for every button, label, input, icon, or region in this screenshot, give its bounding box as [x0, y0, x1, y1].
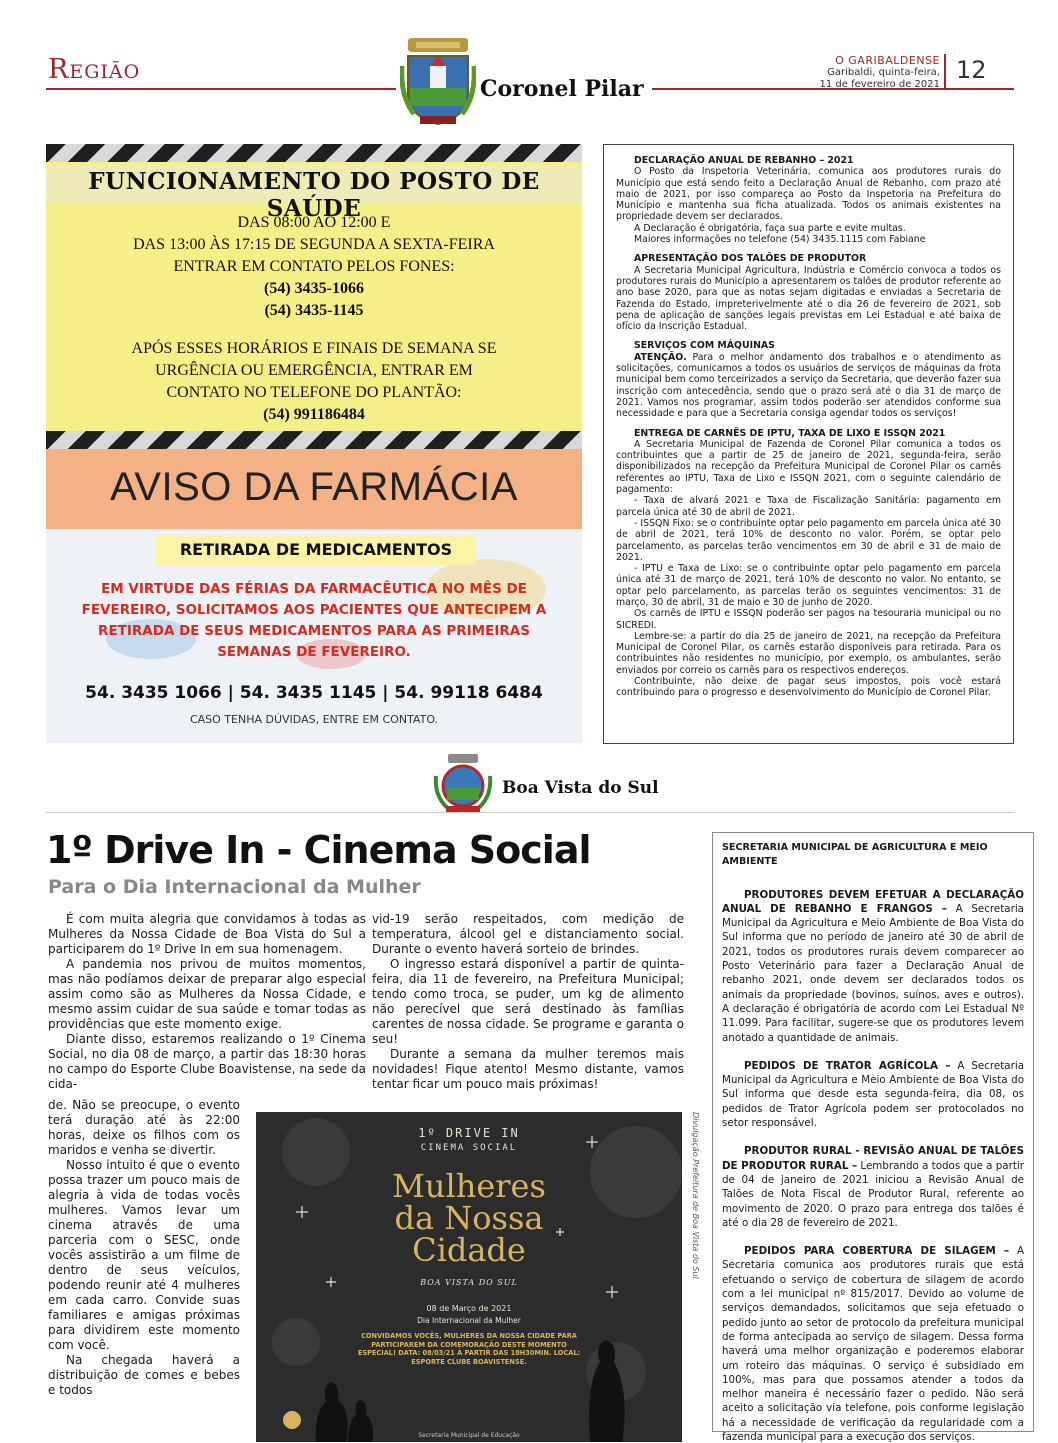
notice-heading: ENTREGA DE CARNÊS DE IPTU, TAXA DE LIXO E ISSQN 2021	[634, 427, 946, 439]
agriculture-paragraph	[722, 888, 1024, 1045]
section-rule	[46, 812, 1014, 813]
notice-paragraph: Contribuinte, não deixe de pagar seus impostos, pois você estará contribuindo para o progresso e desenvolvimento do Município de Coronel Pilar.	[616, 676, 1001, 699]
poster-headline-line: Cidade	[412, 1231, 526, 1269]
article-headline: 1º Drive In - Cinema Social	[46, 828, 591, 872]
farmacia-notice	[46, 449, 582, 743]
poster-date: 08 de Março de 2021	[426, 1304, 512, 1313]
posto-line: URGÊNCIA OU EMERGÊNCIA, ENTRAR EM	[155, 362, 473, 379]
poster-day: Dia Internacional da Mulher	[417, 1316, 521, 1325]
notice-paragraph: A Secretaria Municipal de Fazenda de Coronel Pilar comunica a todos os contribuintes que a partir de 25 de janeiro de 2021, segunda-feira, serão disponibilizados na recepção da Prefeitura Municipal de Coronel Pilar os carnês referentes ao IPTU, Taxa de Lixo e ISSQN 2021, com o seguinte calendário de pagamento:	[616, 438, 1001, 496]
hazard-stripes-top	[46, 144, 582, 162]
boa-vista-do-sul-title: Boa Vista do Sul	[502, 778, 659, 798]
posto-title: FUNCIONAMENTO DO POSTO DE SAÚDE	[88, 168, 540, 222]
posto-line: ENTRAR EM CONTATO PELOS FONES:	[173, 258, 455, 275]
agriculture-paragraph	[722, 1144, 1024, 1230]
farmacia-body: EM VIRTUDE DAS FÉRIAS DA FARMACÊUTICA NO MÊS DE FEVEREIRO, SOLICITAMOS AOS PACIENTES QUE ANTECIPEM A RETIRADA DE SEUS MEDICAMENTOS PARA AS PRIMEIRAS SEMANAS DE FEVEREIRO.	[81, 581, 547, 660]
article-column-1	[48, 912, 366, 1092]
agriculture-paragraph	[722, 1059, 1024, 1130]
article-subhead: Para o Dia Internacional da Mulher	[48, 876, 421, 898]
article-paragraph: O ingresso estará disponível a partir de quinta-feira, dia 11 de fevereiro, na Prefeitura Municipal; tendo como troca, se puder, um kg de alimento não perecível que será destinado às famílias carentes de nossa cidade. Se programe e garanta o seu!	[372, 957, 684, 1046]
newspaper-name: O GARIBALDENSE	[835, 54, 940, 67]
farmacia-subtitle: RETIRADA DE MEDICAMENTOS	[156, 535, 476, 565]
article-paragraph: Diante disso, estaremos realizando o 1º Cinema Social, no dia 08 de março, a partir das 18:30 horas no campo do Esporte Clube Boavistense, na sede da cida-	[48, 1032, 366, 1091]
notice-paragraph: A Declaração é obrigatória, faça sua parte e evite multas.	[634, 222, 906, 234]
notice-paragraph	[616, 352, 1001, 420]
agriculture-text: A Secretaria Municipal da Agricultura e Meio Ambiente de Boa Vista do Sul informa que no período de janeiro até 30 de abril de 2021, todos os produtores rurais devem comparecer ao Posto Veterinário para fazer a Declaração Anual de rebanho 2021, onde devem ser declarados todos os animais da propriedade (bovinos, suínos, aves e outros). A declaração é obrigatória de acordo com Lei Estadual Nº 11.099. Para facilitar, sugere-se que os produtores levem anotado a quantidade de animais.	[722, 902, 1024, 1044]
page-number-separator	[944, 54, 946, 90]
posto-line: DAS 08:00 AO 12:00 E	[237, 214, 391, 231]
posto-line: DAS 13:00 ÀS 17:15 DE SEGUNDA A SEXTA-FEIRA	[133, 236, 495, 253]
coronel-pilar-crest-icon	[400, 36, 476, 128]
posto-saude-notice	[46, 144, 582, 449]
posto-line: CONTATO NO TELEFONE DO PLANTÃO:	[166, 384, 462, 401]
poster-credit-text: Divulgação Prefeitura de Boa Vista do Sul	[691, 1112, 700, 1279]
newspaper-date: 11 de fevereiro de 2021	[819, 79, 940, 90]
article-column-1-continued	[48, 1098, 240, 1398]
event-poster	[256, 1112, 682, 1442]
agriculture-box-title: SECRETARIA MUNICIPAL DE AGRICULTURA E MEIO AMBIENTE	[722, 842, 988, 868]
posto-phone: (54) 3435-1066	[264, 280, 364, 297]
notice-paragraph: Lembre-se: a partir do dia 25 de janeiro de 2021, na recepção da Prefeitura Municipal de Coronel Pilar, os carnês estarão disponíveis para retirada. Para os contribuintes não residentes no município, por exemplo, os ambulantes, serão enviados por correio os carnês para os respectivos endereços.	[616, 630, 1001, 676]
article-paragraph: A pandemia nos privou de muitos momentos, mas não podíamos deixar de preparar algo especial assim como são as Mulheres da Nossa Cidade, e mesmo assim cuidar de sua saúde e tomar todas as providências que este momento exige.	[48, 957, 366, 1031]
agriculture-text: A Secretaria Municipal da Agricultura e Meio Ambiente de Boa Vista do Sul informa que desde esta segunda-feira, dia 08, os pedidos de Trator Agrícola podem ser protocolados no setor responsável.	[722, 1059, 1025, 1130]
hazard-stripes-bottom	[46, 431, 582, 449]
page-number: 12	[956, 56, 987, 84]
farmacia-note: CASO TENHA DÚVIDAS, ENTRE EM CONTATO.	[189, 713, 439, 726]
poster-headline	[256, 1167, 682, 1269]
coronel-pilar-notices	[603, 144, 1014, 744]
agriculture-notices-box	[712, 832, 1034, 1443]
posto-phone: (54) 3435-1145	[264, 302, 364, 319]
notice-paragraph: - Taxa de alvará 2021 e Taxa de Fiscalização Sanitária: pagamento em parcela única até 30 de abril de 2021.	[616, 495, 1001, 518]
article-paragraph: É com muita alegria que convidamos à todas as Mulheres da Nossa Cidade de Boa Vista do Sul a participarem do 1º Drive In em sua homenagem.	[48, 912, 366, 956]
notice-heading: APRESENTAÇÃO DOS TALÕES DE PRODUTOR	[634, 253, 867, 265]
boa-vista-do-sul-crest-icon	[432, 752, 494, 814]
article-column-2	[372, 912, 684, 1092]
farmacia-title: AVISO DA FARMÁCIA	[110, 465, 518, 509]
notice-paragraph: - ISSQN Fixo: se o contribuinte optar pelo pagamento em parcela única até 30 de abril de 2021, terá 10% de desconto no valor. Porém, se optar pelo parcelamento, as parcelas terão vencimentos em 30 de abril e 31 de maio de 2021.	[616, 517, 1001, 563]
newspaper-city-line: Garibaldi, quinta-feira,	[827, 67, 940, 78]
article-paragraph: Nosso intuito é que o evento possa trazer um pouco mais de alegria à vida de todas vocês mulheres. Vamos levar um cinema através de uma parceria com o SESC, onde vocês assistirão a um filme de dentro de seus veículos, podendo reunir até 4 mulheres em cada carro. Convide suas familiares e amigas próximas para dividirem este momento com você.	[48, 1158, 240, 1352]
header-rule-left	[46, 88, 396, 90]
posto-line: APÓS ESSES HORÁRIOS E FINAIS DE SEMANA SE	[131, 340, 497, 357]
notice-emphasis: ATENÇÃO.	[634, 351, 687, 363]
posto-body	[46, 212, 582, 426]
agriculture-text: A Secretaria comunica aos produtores rurais que está efetuando o serviço de cobertura de silagem de acordo com a lei municipal nº 815/2017. Devido ao volume de serviços demandados, solicitamos que seja efetuado o pedido junto ao setor de protocolo da prefeitura municipal de forma antecipada ao serviço de silagem. Dessa forma haverá uma melhor organização e poderemos elaborar um roteiro das máquinas. O serviço é subsidiado em 100%, mas para que possamos atender a todos da melhor maneira é necessário fazer o pedido. Não será aceito a solicitação via telefone, pois conforme legislação há a necessidade de verificação da regularidade com a fazenda municipal para a execução dos serviços.	[722, 1245, 1024, 1443]
poster-credit	[688, 1112, 700, 1412]
poster-place: BOA VISTA DO SUL	[420, 1278, 518, 1287]
poster-invite: CONVIDAMOS VOCÊS, MULHERES DA NOSSA CIDADE PARA PARTICIPAREM DA COMEMORAÇÃO DESTE MOMENTO ESPECIAL! DATA: 08/03/21 À PARTIR DAS 18H30MIN. LOCAL: ESPORTE CLUBE BOAVISTENSE.	[357, 1332, 581, 1366]
article-paragraph: Durante a semana da mulher teremos mais novidades! Fique atento! Mesmo distante, vamos tentar ficar um pouco mais próximas!	[372, 1047, 684, 1091]
farmacia-phones: 54. 3435 1066 | 54. 3435 1145 | 54. 99118 6484	[85, 683, 543, 703]
poster-label: 1º DRIVE IN	[418, 1126, 520, 1140]
city-title: Coronel Pilar	[480, 76, 644, 102]
poster-decorations-icon	[256, 1112, 682, 1442]
agriculture-heading: PRODUTOR RURAL - REVISÃO ANUAL DE TALÕES DE PRODUTOR RURAL –	[722, 1145, 1024, 1172]
poster-label: CINEMA SOCIAL	[420, 1143, 518, 1153]
notice-paragraph: Maiores informações no telefone (54) 3435.1115 com Fabiane	[634, 234, 926, 246]
posto-phone-plantao: (54) 991186484	[263, 406, 365, 423]
notice-paragraph: Os carnês de IPTU e ISSQN poderão ser pagos na tesouraria municipal ou no SICREDI.	[616, 608, 1001, 631]
notice-text: Para o melhor andamento dos trabalhos e o atendimento as solicitações, comunicamos a todos os usuários de serviços de máquinas da frota municipal bem como terceirizados a serviço da Secretaria, que deverão fazer sua inscrição com antecedência, sendo que o prazo será até o dia 31 de março de 2021. Vamos nos programar, assim todos poderão ser atendidos conforme sua necessidade e para que a Secretaria consiga agendar todos os serviços!	[616, 351, 1001, 420]
poster-headline-line: da Nossa	[394, 1199, 544, 1237]
agriculture-text: Lembrando a todos que a partir de 04 de janeiro de 2021 iniciou a Revisão Anual de Talões de Nota Fiscal de Produtor Rural, referente ao movimento de 2020. O prazo para entrega dos talões é até o dia 28 de fevereiro de 2021.	[722, 1159, 1024, 1229]
agriculture-heading: PEDIDOS PARA COBERTURA DE SILAGEM –	[744, 1245, 1010, 1258]
article-paragraph: vid-19 serão respeitados, com medição de temperatura, álcool gel e distanciamento social. Durante o evento haverá sorteio de brindes.	[372, 912, 684, 956]
notice-heading: DECLARAÇÃO ANUAL DE REBANHO – 2021	[634, 155, 854, 166]
article-paragraph: de. Não se preocupe, o evento terá duração até às 22:00 horas, deixe os filhos com os maridos e venha se divertir.	[48, 1098, 240, 1157]
notice-heading: SERVIÇOS COM MÁQUINAS	[634, 340, 775, 352]
poster-headline-line: Mulheres	[392, 1167, 546, 1205]
notice-paragraph: O Posto da Inspetoria Veterinária, comunica aos produtores rurais do Município que está sendo feito a Declaração Anual de Rebanho, com prazo até maio de 2021, por isso compareça ao Posto da Inspetoria na Prefeitura do Município e mantenha sua ficha atualizada. Todos os animais existentes na propriedade devem ser declarados.	[616, 166, 1001, 223]
notice-paragraph: - IPTU e Taxa de Lixo: se o contribuinte optar pelo pagamento em parcela única até 31 de março de 2021, terá 10% de desconto no valor. No entanto, se optar pelo parcelamento, as parcelas terão os seguintes vencimentos: 31 de março, 30 de abril, 31 de maio e 30 de junho de 2020.	[616, 563, 1001, 608]
poster-footer: Secretaria Municipal de Educação	[418, 1432, 520, 1439]
notice-paragraph: A Secretaria Municipal Agricultura, Indústria e Comércio convoca a todos os produtores rurais do Município a apresentarem os talões de produtor referente ao ano base 2020, para que as notas sejam digitadas e enviadas a Secretaria de Fazenda do Estado, impreterivelmente até o dia 26 de fevereiro de 2021, sob pena de aplicação de sanções legais previstas em Lei Estadual e até baixa de ofício da Inscrição Estadual.	[616, 264, 1001, 333]
agriculture-paragraph	[722, 1244, 1024, 1443]
article-paragraph: Na chegada haverá a distribuição de comes e bebes e todos	[48, 1353, 240, 1397]
agriculture-heading: PEDIDOS DE TRATOR AGRÍCOLA –	[744, 1059, 951, 1072]
section-title: Região	[48, 54, 141, 85]
agriculture-heading: PRODUTORES DEVEM EFETUAR A DECLARAÇÃO ANUAL DE REBANHO E FRANGOS –	[722, 888, 1024, 915]
